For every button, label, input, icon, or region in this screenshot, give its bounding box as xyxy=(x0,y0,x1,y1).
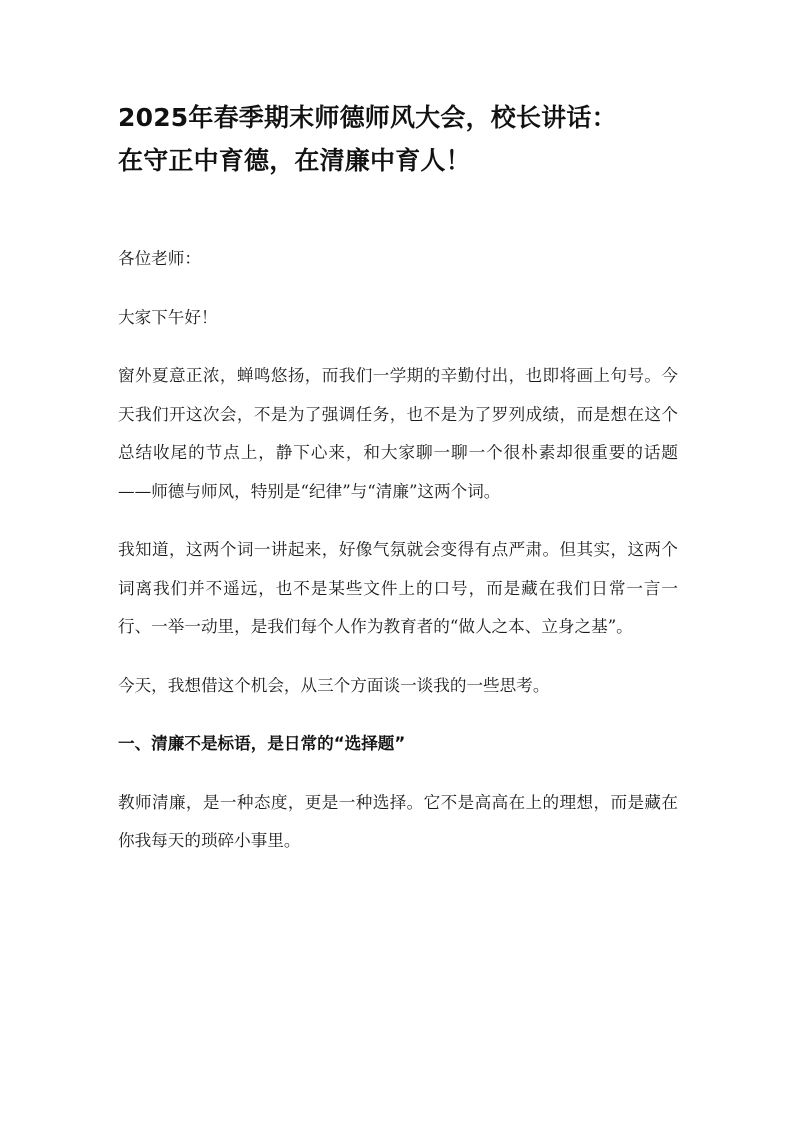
title-line-1: 2025年春季期末师德师风大会，校长讲话： xyxy=(118,103,617,132)
document-page xyxy=(118,96,678,881)
section-1-heading: 一、清廉不是标语，是日常的“选择题” xyxy=(118,734,406,753)
title-line-2: 在守正中育德，在清廉中育人！ xyxy=(118,146,471,175)
section-1-paragraph-1: 教师清廉，是一种态度，更是一种选择。它不是高高在上的理想，而是藏在你我每天的琐碎小事里。 xyxy=(118,792,678,850)
document-title xyxy=(118,96,678,182)
salutation: 各位老师： xyxy=(118,249,201,268)
paragraph-1: 窗外夏意正浓，蝉鸣悠扬，而我们一学期的辛勤付出，也即将画上句号。今天我们开这次会，不是为了强调任务，也不是为了罗列成绩，而是想在这个总结收尾的节点上，静下心来，和大家聊一聊一个很朴素却很重要的话题——师德与师风，特别是“纪律”与“清廉”这两个词。 xyxy=(118,366,678,501)
paragraph-2: 我知道，这两个词一讲起来，好像气氛就会变得有点严肃。但其实，这两个词离我们并不遥远，也不是某些文件上的口号，而是藏在我们日常一言一行、一举一动里，是我们每个人作为教育者的“做人之本、立身之基”。 xyxy=(118,540,678,636)
greeting: 大家下午好！ xyxy=(118,307,218,327)
paragraph-3: 今天，我想借这个机会，从三个方面谈一谈我的一些思考。 xyxy=(118,675,550,695)
